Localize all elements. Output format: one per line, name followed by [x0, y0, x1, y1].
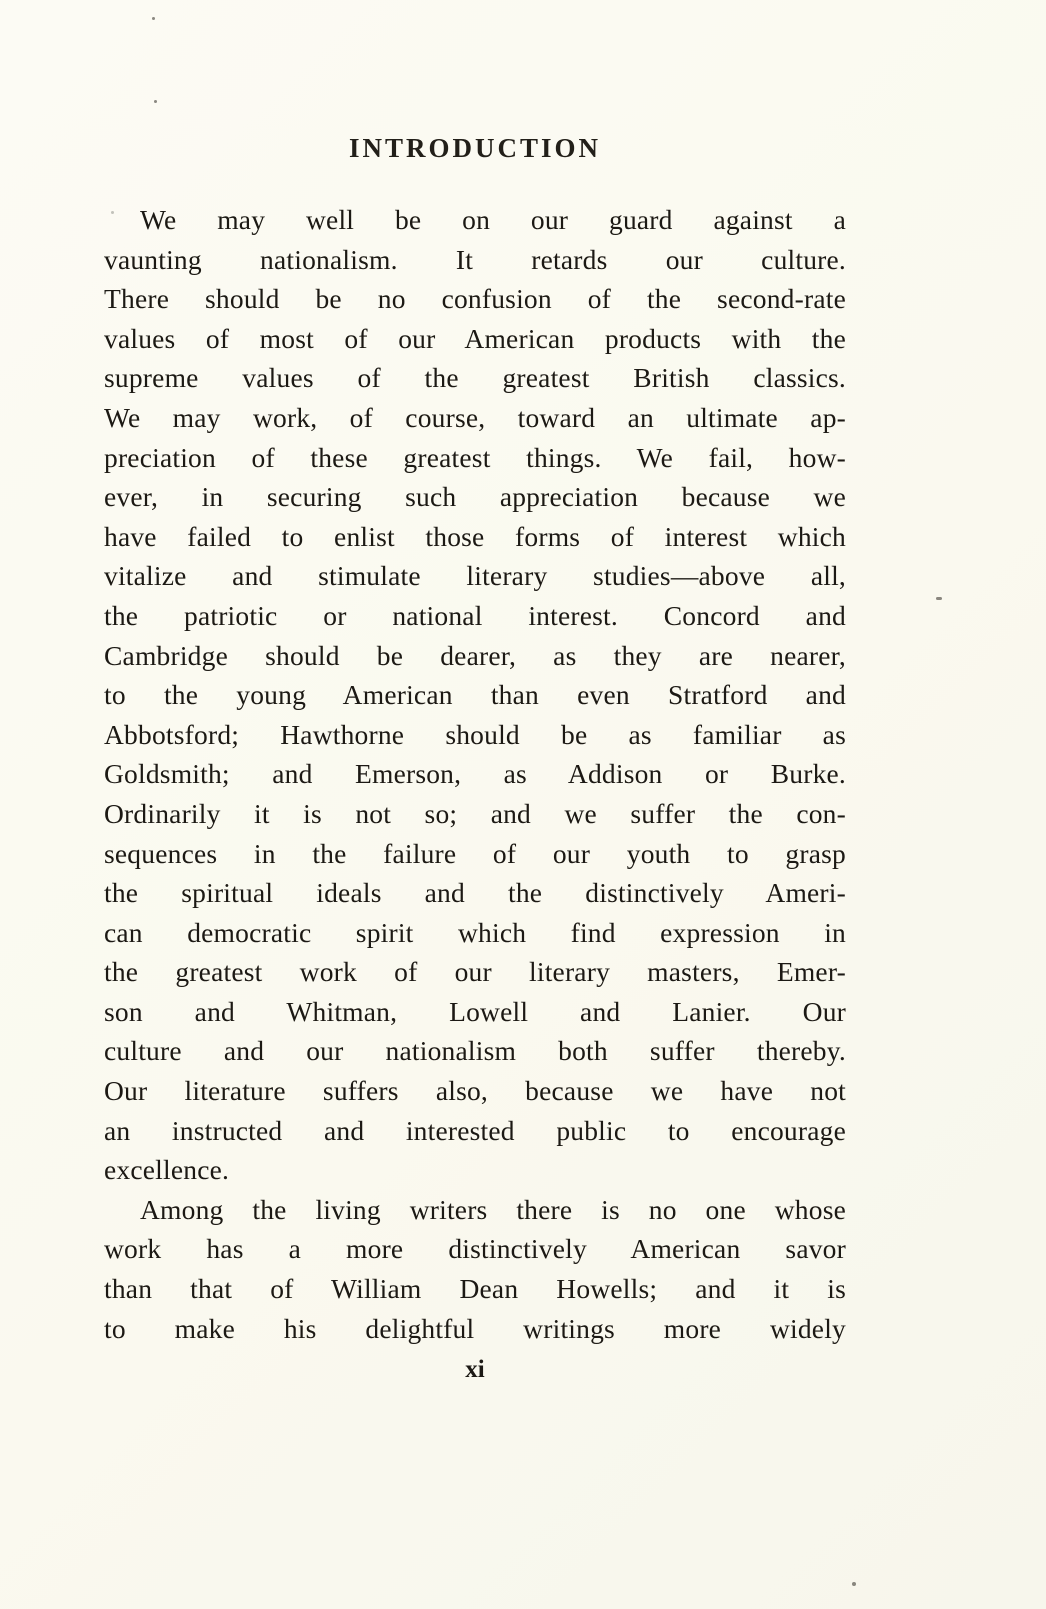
- text-line: sequences in the failure of our youth to grasp: [104, 837, 846, 869]
- text-line: vaunting nationalism. It retards our culture.: [104, 243, 846, 275]
- text-line: Our literature suffers also, because we have not: [104, 1075, 846, 1107]
- text-line: culture and our nationalism both suffer thereby.: [104, 1035, 846, 1067]
- text-line: can democratic spirit which find expression in: [104, 916, 846, 948]
- text-line: There should be no confusion of the second-rate: [104, 283, 846, 315]
- text-line: preciation of these greatest things. We fail, how-: [104, 441, 846, 473]
- text-line: to make his delightful writings more widely: [104, 1312, 846, 1344]
- scan-speck: [111, 211, 114, 214]
- text-line: Goldsmith; and Emerson, as Addison or Burke.: [104, 758, 846, 790]
- text-line: supreme values of the greatest British classics.: [104, 362, 846, 394]
- body-text: [104, 200, 846, 1348]
- paragraph: [104, 1190, 846, 1348]
- text-line: than that of William Dean Howells; and it is: [104, 1273, 846, 1305]
- paragraph: [104, 200, 846, 1190]
- text-line: We may work, of course, toward an ultimate ap-: [104, 401, 846, 433]
- scan-speck: [852, 1582, 856, 1586]
- scan-speck: [936, 597, 942, 600]
- text-line: to the young American than even Stratford and: [104, 679, 846, 711]
- text-line: an instructed and interested public to encourage: [104, 1114, 846, 1146]
- text-line: ever, in securing such appreciation because we: [104, 481, 846, 513]
- text-line: son and Whitman, Lowell and Lanier. Our: [104, 995, 846, 1027]
- text-line: the patriotic or national interest. Concord and: [104, 599, 846, 631]
- text-line: excellence.: [104, 1154, 230, 1186]
- text-line: work has a more distinctively American savor: [104, 1233, 846, 1265]
- text-line: Ordinarily it is not so; and we suffer the con-: [104, 797, 846, 829]
- text-line: Cambridge should be dearer, as they are nearer,: [104, 639, 846, 671]
- text-line: values of most of our American products with the: [104, 322, 846, 354]
- text-line: Among the living writers there is no one whose: [140, 1193, 846, 1225]
- page-title: INTRODUCTION: [348, 133, 602, 163]
- text-line: have failed to enlist those forms of interest which: [104, 520, 846, 552]
- scan-speck: [154, 100, 157, 103]
- text-line: Abbotsford; Hawthorne should be as familiar as: [104, 718, 846, 750]
- text-line: the greatest work of our literary masters, Emer-: [104, 956, 846, 988]
- text-line: the spiritual ideals and the distinctively Ameri-: [104, 877, 846, 909]
- text-line: vitalize and stimulate literary studies—above all,: [104, 560, 846, 592]
- scan-speck: [152, 17, 155, 20]
- page-number: xi: [465, 1356, 485, 1383]
- text-line: We may well be on our guard against a: [140, 204, 846, 235]
